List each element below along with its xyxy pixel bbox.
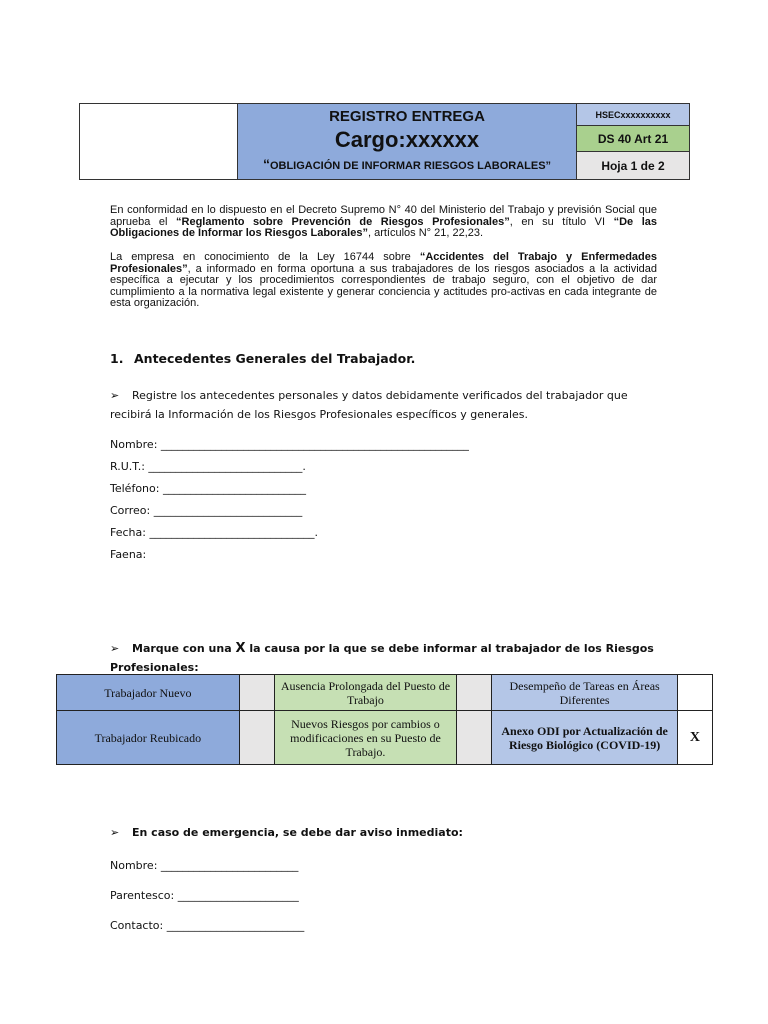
document-code: HSECxxxxxxxxxx xyxy=(577,104,689,126)
cause-ausencia: Ausencia Prolongada del Puesto de Trabajo xyxy=(274,675,457,711)
document-title: REGISTRO ENTREGA xyxy=(329,108,485,125)
mark-cell-ausencia[interactable] xyxy=(457,675,492,711)
field-correo[interactable]: Correo: ___________________________ xyxy=(110,504,303,517)
document-header xyxy=(79,103,690,180)
subtitle-quote: “ xyxy=(262,156,270,172)
cause-reubicado: Trabajador Reubicado xyxy=(57,711,240,765)
arrow-bullet-icon: ➢ xyxy=(110,389,120,402)
mark-cell-nuevo[interactable] xyxy=(239,675,274,711)
mark-cell-nuevos-riesgos[interactable] xyxy=(457,711,492,765)
header-title-block xyxy=(238,104,577,179)
cause-table xyxy=(56,674,713,765)
intro-paragraph: En conformidad en lo dispuesto en el Decreto Supremo N° 40 del Ministerio del Trabajo y previsión Social que aprueba el “Reglamento sobre Prevención de Riesgos Profesionales”, en su título VI “De las Obligaciones de Informar los Riesgos Laborales”, artículos N° 21, 22,23. xyxy=(110,204,658,239)
field-nombre[interactable]: Nombre: ________________________________________________________ xyxy=(110,438,469,451)
logo-placeholder xyxy=(80,104,238,179)
section-number: 1. xyxy=(110,351,124,366)
document-subtitle: “OBLIGACIÓN DE INFORMAR RIESGOS LABORALES” xyxy=(262,156,552,172)
cause-desempeno: Desempeño de Tareas en Áreas Diferentes xyxy=(492,675,678,711)
cause-instruction: ➢ Marque con una X la causa por la que se debe informar al trabajador de los Riesgos Profesionales: xyxy=(110,641,654,674)
instruction-bullet: ➢ Registre los antecedentes personales y datos debidamente verificados del trabajador que recibirá la Información de los Riesgos Profesionales específicos y generales. xyxy=(110,386,670,424)
field-fecha[interactable]: Fecha: ______________________________. xyxy=(110,526,318,539)
arrow-bullet-icon: ➢ xyxy=(110,826,120,839)
section-title: Antecedentes Generales del Trabajador. xyxy=(134,351,416,366)
mark-cell-reubicado[interactable] xyxy=(239,711,274,765)
cargo-title: Cargo:xxxxxx xyxy=(334,127,480,152)
table-row xyxy=(57,711,713,765)
law-paragraph: La empresa en conocimiento de la Ley 16744 sobre “Accidentes del Trabajo y Enfermedades Profesionales”, a informado en forma oportuna a sus trabajadores de los riesgos asociados a la actividad específica a ejecutar y los procedimientos correspondientes de trabajo seguro, con el objetivo de dar cumplimiento a la normativa legal existente y generar conciencia y actitudes pro-activas en cada integrante de esta organización. xyxy=(110,251,657,309)
field-telefono[interactable]: Teléfono: __________________________ xyxy=(110,482,306,495)
mark-cell-anexo-odi[interactable]: X xyxy=(677,711,712,765)
cause-nuevo: Trabajador Nuevo xyxy=(57,675,240,711)
header-meta xyxy=(577,104,689,179)
table-row xyxy=(57,675,713,711)
page-indicator: Hoja 1 de 2 xyxy=(577,152,689,179)
emergency-field-nombre[interactable]: Nombre: _________________________ xyxy=(110,859,299,872)
cause-nuevos-riesgos: Nuevos Riesgos por cambios o modificaciones en su Puesto de Trabajo. xyxy=(274,711,457,765)
mark-cell-desempeno[interactable] xyxy=(677,675,712,711)
section-heading xyxy=(110,351,415,366)
arrow-bullet-icon: ➢ xyxy=(110,642,120,655)
emergency-instruction: ➢ En caso de emergencia, se debe dar aviso inmediato: xyxy=(110,823,670,842)
emergency-field-contacto[interactable]: Contacto: _________________________ xyxy=(110,919,305,932)
field-rut[interactable]: R.U.T.: ____________________________. xyxy=(110,460,306,473)
decree-reference: DS 40 Art 21 xyxy=(577,126,689,152)
emergency-field-parentesco[interactable]: Parentesco: ______________________ xyxy=(110,889,299,902)
field-faena[interactable]: Faena: xyxy=(110,548,147,561)
cause-anexo-odi: Anexo ODI por Actualización de Riesgo Biológico (COVID-19) xyxy=(492,711,678,765)
